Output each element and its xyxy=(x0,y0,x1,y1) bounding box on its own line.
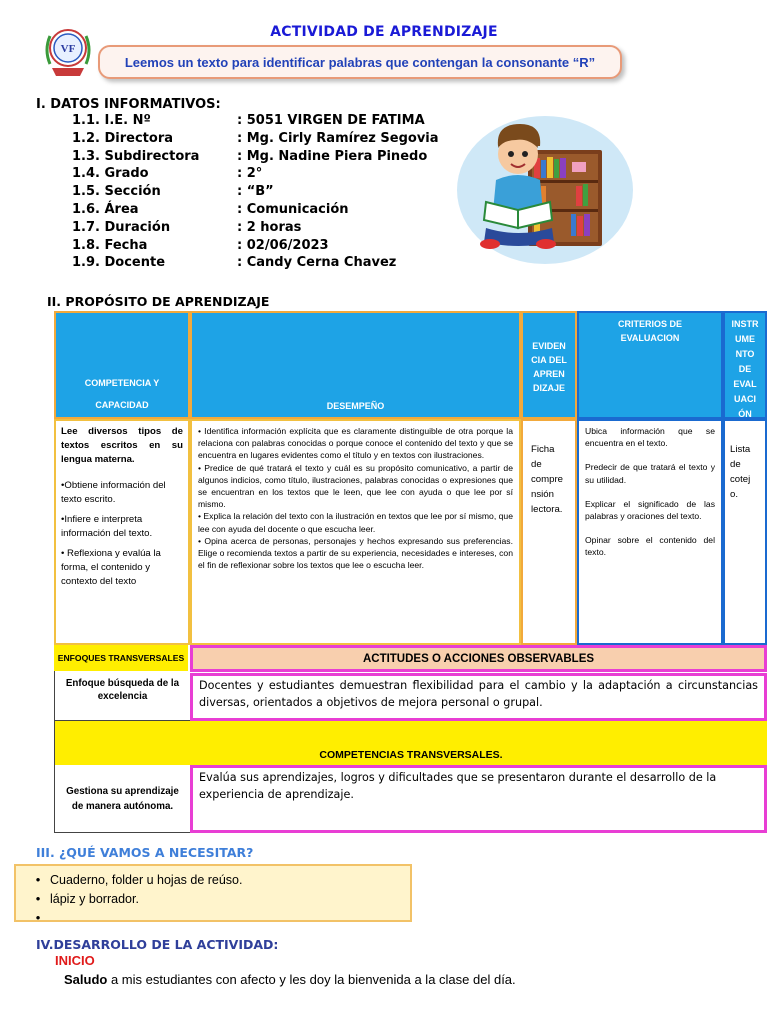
header-instrumento: INSTR UME NTO DE EVAL UACI ÓN xyxy=(723,311,767,419)
info-row xyxy=(72,184,439,202)
info-label: 1.3. Subdirectora xyxy=(72,148,200,164)
saludo-text xyxy=(64,972,516,987)
section-proposito-title: II. PROPÓSITO DE APRENDIZAJE xyxy=(47,294,270,309)
capacidad-item: •Obtiene información del texto escrito. xyxy=(61,480,166,505)
info-value: : 2 horas xyxy=(237,219,302,235)
subtitle-text: Leemos un texto para identificar palabras que contengan la consonante “R” xyxy=(124,54,596,70)
section-necesitar-title: III. ¿QUÉ VAMOS A NECESITAR? xyxy=(36,845,254,860)
page-title: ACTIVIDAD DE APRENDIZAJE xyxy=(270,24,498,40)
criterio-item: Opinar sobre el contenido del texto. xyxy=(585,535,715,558)
criterio-item: Ubica información que se encuentra en el texto. xyxy=(585,426,715,449)
criterio-item: Predecir de que tratará el texto y su utilidad. xyxy=(585,462,715,485)
list-item: • Cuaderno, folder u hojas de reúso. xyxy=(26,870,410,889)
info-value: : Comunicación xyxy=(237,201,349,217)
evidencia-cell: Ficha de compre nsión lectora. xyxy=(521,419,577,645)
info-value: : Mg. Cirly Ramírez Segovia xyxy=(237,130,439,146)
desempeno-cell xyxy=(190,419,521,645)
info-row xyxy=(72,220,439,238)
header-criterios: CRITERIOS DE EVALUACION xyxy=(577,311,723,419)
header-evidencia: EVIDEN CIA DEL APREN DIZAJE xyxy=(521,311,577,419)
info-label: 1.2. Directora xyxy=(72,130,174,146)
info-value: : 5051 VIRGEN DE FATIMA xyxy=(237,113,425,128)
instrumento-cell: Lista de cotej o. xyxy=(723,419,767,645)
desempeno-item: • Opina acerca de personas, personajes y hechos expresando sus preferencias. Elige o recomienda textos a partir de su experiencia, necesidades e intereses, con el fin de reflexionar sobre los textos que lee o escucha leer. xyxy=(198,535,513,571)
info-value: : 02/06/2023 xyxy=(237,237,329,253)
section-desarrollo-title: IV.DESARROLLO DE LA ACTIVIDAD: xyxy=(36,937,279,952)
info-row xyxy=(72,131,439,149)
capacidad-item: •Infiere e interpreta información del texto. xyxy=(61,514,153,539)
saludo-rest: a mis estudiantes con afecto y les doy la bienvenida a la clase del día. xyxy=(107,972,516,987)
capacidad-item: • Reflexiona y evalúa la forma, el contenido y contexto del texto xyxy=(61,548,161,587)
criterio-item: Explicar el significado de las palabras y oraciones del texto. xyxy=(585,498,715,522)
info-value: : Candy Cerna Chavez xyxy=(237,255,397,271)
inicio-heading: INICIO xyxy=(55,953,95,968)
boy-reading-illustration xyxy=(456,110,634,268)
subtitle-banner xyxy=(98,45,622,79)
info-value: : Mg. Nadine Piera Pinedo xyxy=(237,148,428,164)
info-row xyxy=(72,255,439,273)
info-row xyxy=(72,238,439,256)
capacidades-list xyxy=(61,479,183,589)
competencia-title: Lee diversos tipos de textos escritos en su lengua materna. xyxy=(61,426,183,465)
actitudes-header: ACTITUDES O ACCIONES OBSERVABLES xyxy=(190,645,767,672)
info-value: : “B” xyxy=(237,184,274,200)
enfoque-text-cell: Docentes y estudiantes demuestran flexibilidad para el cambio y la adaptación a circunstancias diversas, orientados a objetivos de mejora personal o grupal. xyxy=(190,673,767,721)
enfoque-name-cell: Enfoque búsqueda de la excelencia xyxy=(54,671,190,721)
info-row xyxy=(72,113,439,131)
gestiona-name-cell: Gestiona su aprendizaje de manera autónoma. xyxy=(54,765,190,833)
info-label: 1.5. Sección xyxy=(72,184,161,200)
list-item xyxy=(26,908,410,927)
enfoques-header: ENFOQUES TRANSVERSALES xyxy=(54,645,188,671)
svg-text:VF: VF xyxy=(60,43,76,55)
info-value: : 2° xyxy=(237,166,263,182)
header-competencia: COMPETENCIA Y CAPACIDAD xyxy=(54,311,190,419)
info-row xyxy=(72,166,439,184)
info-label: 1.4. Grado xyxy=(72,166,149,182)
info-label: 1.1. I.E. Nº xyxy=(72,113,151,128)
header-desempeno: DESEMPEÑO xyxy=(190,311,521,419)
info-list xyxy=(72,113,439,273)
list-item: • lápiz y borrador. xyxy=(26,889,410,908)
info-label: 1.6. Área xyxy=(72,201,139,217)
desempeno-item: • Identifica información explícita que es claramente distinguible de otra porque la relaciona con palabras conocidas o porque conoce el contenido del texto y que se encuentra en lugares evidentes como el título y en textos con ilustraciones. xyxy=(198,426,513,461)
materials-list xyxy=(14,864,412,922)
info-row xyxy=(72,202,439,220)
criterios-list xyxy=(585,425,715,559)
competencia-cell xyxy=(54,419,190,645)
gestiona-text-cell: Evalúa sus aprendizajes, logros y dificultades que se presentaron durante el desarrollo de la experiencia de aprendizaje. xyxy=(190,765,767,833)
desempeno-item: • Predice de qué tratará el texto y cuál es su propósito comunicativo, a partir de algunos indicios, como título, ilustraciones, palabras conocidas o expresiones que se encuentran en los textos que le leen, que lee con ayuda o que lee por sí mismo. xyxy=(198,462,513,510)
info-label: 1.8. Fecha xyxy=(72,237,148,253)
info-label: 1.7. Duración xyxy=(72,219,171,235)
info-label: 1.9. Docente xyxy=(72,255,166,271)
criterios-cell xyxy=(577,419,723,645)
saludo-bold: Saludo xyxy=(64,972,108,987)
info-row xyxy=(72,149,439,167)
desempeno-item: • Explica la relación del texto con la ilustración en textos que lee por sí mismo, que lee con ayuda del docente o que escucha leer. xyxy=(198,511,513,534)
competencias-transversales-header: COMPETENCIAS TRANSVERSALES. xyxy=(54,721,767,765)
desempenos-list xyxy=(198,425,513,571)
section-datos-title: I. DATOS INFORMATIVOS: xyxy=(36,97,221,112)
